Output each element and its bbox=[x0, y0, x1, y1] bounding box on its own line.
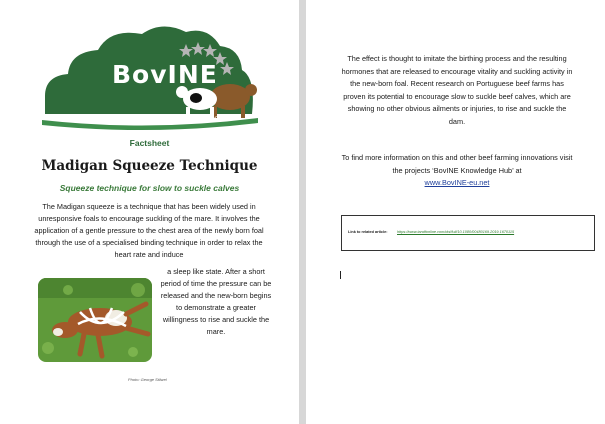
body-paragraph-wrap[interactable]: a sleep like state. After a short period of time the pressure can be released and the new-born begins to demonstrate a greater willingness to rise and suckle the mare. bbox=[160, 267, 272, 336]
logo-tagline: BEEF INNOVATION NETWORK EUROPE bbox=[100, 117, 220, 123]
factsheet-label[interactable]: Factsheet bbox=[129, 138, 170, 148]
bovine-logo bbox=[40, 14, 260, 134]
body-paragraph-effect[interactable]: The effect is thought to imitate the birthing process and the resulting hormones that are released to encourage vitality and suckling activity in the new-born foal. Recent research on Portuguese beef farms has proven its potential to encourage slow to suckle beef calves, which are showing no other obvious ailments or injuries, to rise and suckle the dam. bbox=[341, 54, 573, 126]
document-page-1 bbox=[0, 0, 299, 424]
photo-caption[interactable]: Photo: George Stilwel bbox=[128, 377, 167, 382]
bovine-website-link[interactable]: www.BovINE-eu.net bbox=[424, 178, 490, 187]
text-cursor bbox=[340, 271, 341, 279]
related-article-link[interactable]: https://www.tandfonline.com/doi/full/10.1080/00480169.2019.1670115 bbox=[397, 230, 515, 234]
logo-wordmark: BovINE bbox=[112, 60, 218, 89]
calf-photo-image bbox=[38, 278, 152, 362]
body-paragraph-more-info[interactable] bbox=[339, 152, 575, 190]
related-article-box bbox=[341, 215, 595, 251]
more-info-text[interactable]: To find more information on this and other beef farming innovations visit the projects ‘BovINE Knowledge Hub’ at bbox=[341, 153, 573, 175]
document-page-2 bbox=[306, 0, 605, 424]
related-article-label: Link to related article: bbox=[348, 230, 388, 234]
document-title[interactable]: Madigan Squeeze Technique bbox=[41, 158, 258, 174]
calf-photo[interactable] bbox=[38, 278, 152, 362]
body-paragraph-intro[interactable]: The Madigan squeeze is a technique that has been widely used in unresponsive foals to encourage suckling of the mare. It involves the application of a gentle pressure to the chest area of the newly born foal through the use of a specialised binding technique in order to relax the heart rate and induce bbox=[34, 202, 264, 259]
document-subtitle[interactable]: Squeeze technique for slow to suckle calves bbox=[59, 183, 240, 193]
